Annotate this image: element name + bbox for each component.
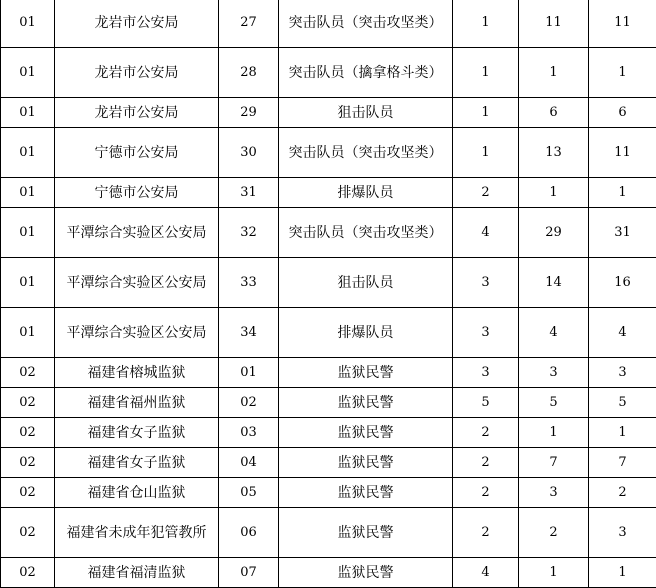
cell-dept-code: 01 <box>1 128 55 178</box>
cell-position-code: 31 <box>219 178 279 208</box>
cell-unit-name: 龙岩市公安局 <box>55 48 219 98</box>
table-body <box>1 0 656 588</box>
cell-position-name: 监狱民警 <box>279 478 453 508</box>
cell-unit-name: 福建省榕城监狱 <box>55 358 219 388</box>
table-row <box>1 448 656 478</box>
cell-position-code: 29 <box>219 98 279 128</box>
cell-plan-count: 1 <box>453 48 519 98</box>
cell-applicant-count: 5 <box>519 388 589 418</box>
cell-applicant-count: 13 <box>519 128 589 178</box>
cell-qualified-count: 1 <box>589 558 656 588</box>
cell-applicant-count: 7 <box>519 448 589 478</box>
table-row <box>1 388 656 418</box>
cell-applicant-count: 3 <box>519 358 589 388</box>
cell-applicant-count: 14 <box>519 258 589 308</box>
cell-qualified-count: 2 <box>589 478 656 508</box>
table-row <box>1 308 656 358</box>
cell-qualified-count: 3 <box>589 358 656 388</box>
cell-plan-count: 3 <box>453 308 519 358</box>
cell-position-name: 监狱民警 <box>279 358 453 388</box>
cell-dept-code: 02 <box>1 388 55 418</box>
cell-position-name: 突击队员（突击攻坚类） <box>279 0 453 48</box>
cell-dept-code: 01 <box>1 258 55 308</box>
cell-dept-code: 02 <box>1 448 55 478</box>
cell-unit-name: 宁德市公安局 <box>55 128 219 178</box>
cell-unit-name: 平潭综合实验区公安局 <box>55 258 219 308</box>
table-row <box>1 258 656 308</box>
cell-plan-count: 4 <box>453 208 519 258</box>
cell-unit-name: 龙岩市公安局 <box>55 98 219 128</box>
cell-position-code: 03 <box>219 418 279 448</box>
table-row <box>1 0 656 48</box>
cell-position-name: 突击队员（突击攻坚类） <box>279 208 453 258</box>
cell-unit-name: 福建省福清监狱 <box>55 558 219 588</box>
table-row <box>1 208 656 258</box>
table-row <box>1 508 656 558</box>
cell-dept-code: 01 <box>1 48 55 98</box>
cell-qualified-count: 16 <box>589 258 656 308</box>
cell-unit-name: 宁德市公安局 <box>55 178 219 208</box>
cell-dept-code: 02 <box>1 358 55 388</box>
cell-position-code: 33 <box>219 258 279 308</box>
cell-applicant-count: 1 <box>519 178 589 208</box>
cell-position-name: 突击队员（突击攻坚类） <box>279 128 453 178</box>
cell-position-name: 监狱民警 <box>279 558 453 588</box>
cell-qualified-count: 11 <box>589 0 656 48</box>
cell-plan-count: 3 <box>453 258 519 308</box>
cell-unit-name: 平潭综合实验区公安局 <box>55 208 219 258</box>
cell-position-code: 07 <box>219 558 279 588</box>
cell-dept-code: 02 <box>1 558 55 588</box>
cell-qualified-count: 4 <box>589 308 656 358</box>
cell-qualified-count: 11 <box>589 128 656 178</box>
cell-position-name: 狙击队员 <box>279 98 453 128</box>
cell-applicant-count: 11 <box>519 0 589 48</box>
table-row <box>1 128 656 178</box>
table-row <box>1 558 656 588</box>
cell-dept-code: 01 <box>1 308 55 358</box>
cell-plan-count: 2 <box>453 508 519 558</box>
cell-qualified-count: 5 <box>589 388 656 418</box>
cell-plan-count: 1 <box>453 98 519 128</box>
cell-applicant-count: 1 <box>519 48 589 98</box>
cell-qualified-count: 3 <box>589 508 656 558</box>
cell-unit-name: 福建省未成年犯管教所 <box>55 508 219 558</box>
cell-qualified-count: 1 <box>589 48 656 98</box>
cell-plan-count: 1 <box>453 0 519 48</box>
cell-dept-code: 02 <box>1 508 55 558</box>
cell-position-code: 27 <box>219 0 279 48</box>
cell-position-code: 05 <box>219 478 279 508</box>
cell-dept-code: 01 <box>1 208 55 258</box>
cell-position-code: 01 <box>219 358 279 388</box>
cell-plan-count: 5 <box>453 388 519 418</box>
cell-plan-count: 4 <box>453 558 519 588</box>
cell-qualified-count: 6 <box>589 98 656 128</box>
cell-plan-count: 2 <box>453 478 519 508</box>
cell-plan-count: 2 <box>453 418 519 448</box>
cell-position-code: 32 <box>219 208 279 258</box>
cell-position-code: 06 <box>219 508 279 558</box>
cell-position-name: 监狱民警 <box>279 418 453 448</box>
cell-applicant-count: 1 <box>519 418 589 448</box>
cell-position-code: 30 <box>219 128 279 178</box>
cell-position-name: 排爆队员 <box>279 308 453 358</box>
cell-unit-name: 龙岩市公安局 <box>55 0 219 48</box>
cell-dept-code: 01 <box>1 0 55 48</box>
cell-applicant-count: 6 <box>519 98 589 128</box>
cell-unit-name: 福建省福州监狱 <box>55 388 219 418</box>
cell-unit-name: 福建省女子监狱 <box>55 448 219 478</box>
table-row <box>1 358 656 388</box>
cell-qualified-count: 31 <box>589 208 656 258</box>
cell-position-name: 监狱民警 <box>279 448 453 478</box>
cell-qualified-count: 1 <box>589 418 656 448</box>
cell-dept-code: 02 <box>1 478 55 508</box>
cell-position-name: 排爆队员 <box>279 178 453 208</box>
cell-position-name: 突击队员（擒拿格斗类） <box>279 48 453 98</box>
table-row <box>1 178 656 208</box>
cell-applicant-count: 29 <box>519 208 589 258</box>
cell-position-code: 02 <box>219 388 279 418</box>
cell-dept-code: 02 <box>1 418 55 448</box>
cell-plan-count: 3 <box>453 358 519 388</box>
cell-dept-code: 01 <box>1 178 55 208</box>
cell-position-name: 狙击队员 <box>279 258 453 308</box>
cell-plan-count: 1 <box>453 128 519 178</box>
table-row <box>1 48 656 98</box>
cell-dept-code: 01 <box>1 98 55 128</box>
cell-qualified-count: 1 <box>589 178 656 208</box>
cell-unit-name: 福建省仓山监狱 <box>55 478 219 508</box>
cell-unit-name: 福建省女子监狱 <box>55 418 219 448</box>
cell-plan-count: 2 <box>453 448 519 478</box>
cell-position-name: 监狱民警 <box>279 508 453 558</box>
cell-position-code: 28 <box>219 48 279 98</box>
cell-qualified-count: 7 <box>589 448 656 478</box>
table-row <box>1 418 656 448</box>
cell-applicant-count: 1 <box>519 558 589 588</box>
cell-applicant-count: 2 <box>519 508 589 558</box>
cell-position-name: 监狱民警 <box>279 388 453 418</box>
cell-plan-count: 2 <box>453 178 519 208</box>
table-row <box>1 98 656 128</box>
cell-position-code: 04 <box>219 448 279 478</box>
cell-applicant-count: 3 <box>519 478 589 508</box>
cell-position-code: 34 <box>219 308 279 358</box>
cell-applicant-count: 4 <box>519 308 589 358</box>
table-row <box>1 478 656 508</box>
cell-unit-name: 平潭综合实验区公安局 <box>55 308 219 358</box>
